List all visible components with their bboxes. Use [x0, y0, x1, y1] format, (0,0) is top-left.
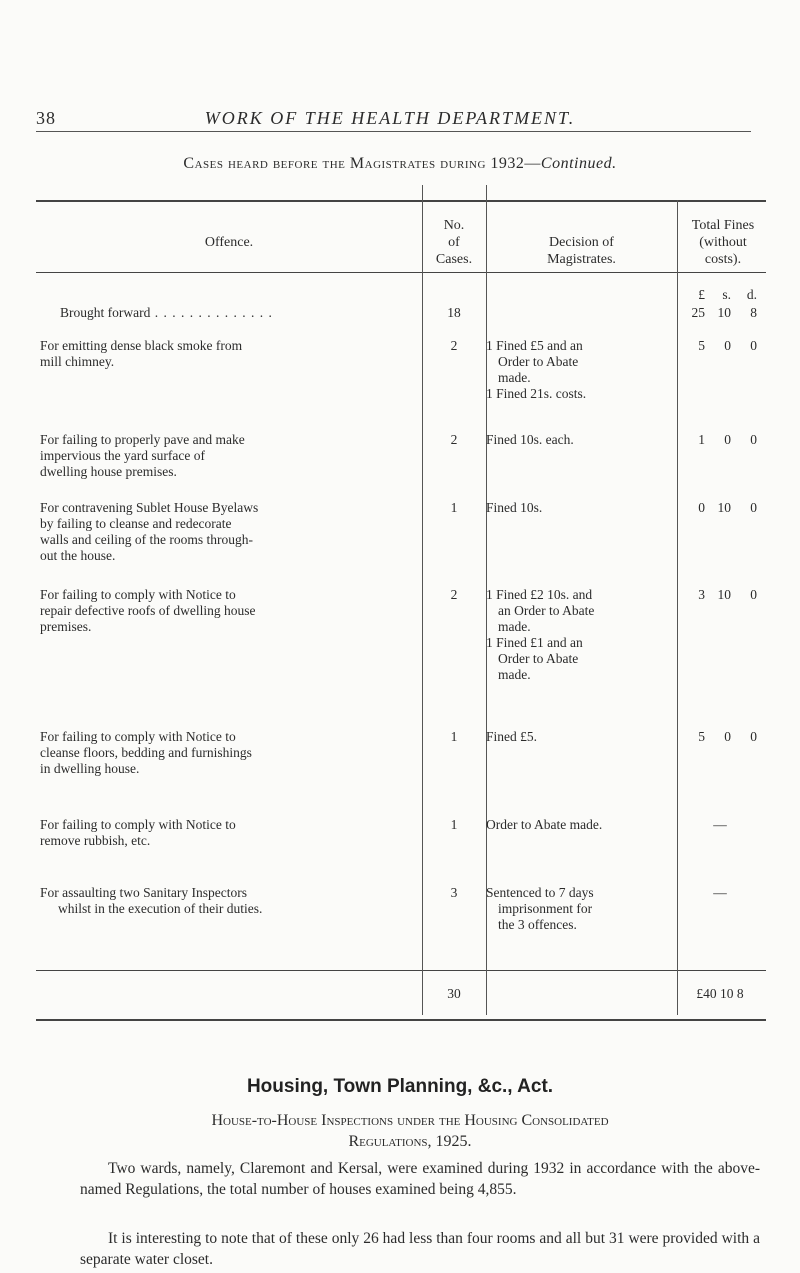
offence-line: impervious the yard surface of — [40, 448, 205, 463]
header-rule — [36, 131, 751, 132]
table-row-cases: 2 — [450, 338, 458, 353]
currency-units — [679, 287, 761, 303]
offence-line: mill chimney. — [40, 354, 115, 369]
table-bottom-rule — [36, 1019, 766, 1021]
decision-line: imprisonment for — [498, 901, 593, 916]
offence-line: For failing to comply with Notice to — [40, 729, 236, 744]
fine-pence: 0 — [750, 338, 757, 353]
fine-shillings: 0 — [724, 432, 731, 447]
decision-line: Order to Abate made. — [486, 817, 603, 832]
table-total-rule — [36, 970, 766, 971]
header-decision — [486, 234, 677, 268]
table-row-decision — [486, 885, 672, 933]
fine-dash: — — [713, 817, 727, 832]
page-number: 38 — [36, 108, 56, 128]
body-paragraph: Two wards, namely, Claremont and Kersal, were examined during 1932 in accordance with the above-named Regulations, the total number of houses examined being 4,855. — [80, 1160, 760, 1198]
table-row-decision — [486, 587, 672, 683]
total-fines: £40 10 8 — [696, 986, 744, 1001]
offence-line: whilst in the execution of their duties. — [58, 901, 263, 916]
table-row-offence — [40, 338, 420, 370]
table-row-fines — [679, 817, 761, 833]
table-row-offence — [40, 817, 420, 849]
offence-line: For failing to comply with Notice to — [40, 587, 236, 602]
body-paragraph: It is interesting to note that of these only 26 had less than four rooms and all but 31 were provided with a separate water closet. — [80, 1230, 760, 1268]
fine-pounds: 5 — [698, 729, 705, 744]
offence-line: For failing to properly pave and make — [40, 432, 245, 447]
fine-shillings: 10 — [717, 500, 731, 515]
running-title: WORK OF THE HEALTH DEPARTMENT. — [204, 108, 576, 128]
section-heading: Housing, Town Planning, &c., Act. — [246, 1076, 554, 1097]
table-row-offence — [40, 432, 420, 480]
table-row-cases: 1 — [450, 729, 458, 744]
decision-line: Fined 10s. each. — [486, 432, 574, 447]
fine-pence: 0 — [750, 587, 757, 602]
brought-forward-text: Brought forward — [60, 305, 151, 320]
fine-pounds: 25 — [691, 305, 705, 320]
fine-pence: 8 — [750, 305, 757, 320]
decision-line: the 3 offences. — [498, 917, 577, 932]
fine-dash: — — [713, 885, 727, 900]
table-title — [0, 155, 800, 173]
offence-line: For assaulting two Sanitary Inspectors — [40, 885, 247, 900]
table-top-rule — [36, 200, 766, 202]
fine-pounds: 3 — [698, 587, 705, 602]
brought-forward-cases: 18 — [447, 305, 461, 320]
decision-line: an Order to Abate — [498, 603, 595, 618]
offence-line: repair defective roofs of dwelling house — [40, 603, 256, 618]
table-title-main: Cases heard before the Magistrates during 1932— — [183, 155, 541, 172]
offence-line: For failing to comply with Notice to — [40, 817, 236, 832]
offence-line: cleanse floors, bedding and furnishings — [40, 745, 252, 760]
fine-shillings: 10 — [717, 305, 731, 320]
offence-line: premises. — [40, 619, 92, 634]
header-offence: Offence. — [204, 235, 254, 250]
table-row-offence — [40, 500, 420, 564]
fine-pence: 0 — [750, 432, 757, 447]
leader-dots: . . . . . . . . . . . . . . — [150, 305, 273, 320]
table-row-fines — [679, 729, 761, 745]
table-row-offence — [40, 885, 420, 917]
table-row-cases: 2 — [450, 432, 458, 447]
table-row-offence — [40, 587, 420, 635]
fine-shillings: 10 — [717, 587, 731, 602]
fine-pounds: 1 — [698, 432, 705, 447]
header-decision-line: Decision of — [549, 235, 614, 250]
table-row-fines — [679, 587, 761, 603]
table-row-decision — [486, 338, 672, 402]
table-row-fines — [679, 885, 761, 901]
header-fines — [677, 217, 769, 268]
unit-shillings: s. — [722, 287, 731, 302]
offence-line: by failing to cleanse and redecorate — [40, 516, 232, 531]
table-row-offence — [40, 729, 420, 777]
decision-line: 1 Fined £5 and an — [486, 338, 583, 353]
offence-line: For contravening Sublet House Byelaws — [40, 500, 259, 515]
brought-forward-fines — [679, 305, 761, 321]
fine-shillings: 0 — [724, 729, 731, 744]
decision-line: Sentenced to 7 days — [486, 885, 594, 900]
header-cases-line: No. — [443, 218, 465, 233]
decision-line: made. — [498, 619, 531, 634]
decision-line: Fined £5. — [486, 729, 538, 744]
column-divider-3 — [677, 200, 678, 1015]
unit-pounds: £ — [698, 287, 705, 302]
table-row-cases: 1 — [450, 500, 458, 515]
table-row-cases: 3 — [450, 885, 458, 900]
offence-line: dwelling house premises. — [40, 464, 177, 479]
header-cases — [422, 217, 486, 268]
offence-line: out the house. — [40, 548, 116, 563]
table-row-decision — [486, 729, 672, 745]
header-decision-line: Magistrates. — [547, 252, 616, 267]
offence-line: remove rubbish, etc. — [40, 833, 151, 848]
running-header — [36, 98, 744, 138]
offence-line: in dwelling house. — [40, 761, 140, 776]
header-cases-line: Cases. — [435, 252, 473, 267]
table-row-cases: 1 — [450, 817, 458, 832]
table-title-continued: Continued. — [540, 155, 617, 172]
fine-shillings: 0 — [724, 338, 731, 353]
subheading-line: Regulations, 1925. — [348, 1133, 472, 1150]
table-row-fines — [679, 500, 761, 516]
header-fines-line: costs). — [704, 252, 742, 267]
fine-pounds: 0 — [698, 500, 705, 515]
decision-line: made. — [498, 667, 531, 682]
header-cases-line: of — [448, 235, 460, 250]
offence-line: walls and ceiling of the rooms through- — [40, 532, 253, 547]
decision-line: made. — [498, 370, 531, 385]
section-subheading — [90, 1110, 730, 1152]
decision-line: 1 Fined £2 10s. and — [486, 587, 593, 602]
header-fines-line: Total Fines — [691, 218, 755, 233]
offence-line: For emitting dense black smoke from — [40, 338, 243, 353]
subheading-line: House-to-House Inspections under the Housing Consolidated — [211, 1112, 609, 1129]
table-row-fines — [679, 432, 761, 448]
header-fines-line: (without — [699, 235, 747, 250]
table-row-cases: 2 — [450, 587, 458, 602]
table-row-decision — [486, 817, 672, 833]
table-row-decision — [486, 432, 672, 448]
fine-pence: 0 — [750, 729, 757, 744]
unit-pence: d. — [746, 287, 757, 302]
decision-line: 1 Fined £1 and an — [486, 635, 583, 650]
table-row-decision — [486, 500, 672, 516]
brought-forward-label — [60, 305, 440, 321]
fine-pence: 0 — [750, 500, 757, 515]
decision-line: Fined 10s. — [486, 500, 543, 515]
table-header-rule — [36, 272, 766, 273]
decision-line: Order to Abate — [498, 651, 579, 666]
total-cases: 30 — [447, 986, 461, 1001]
decision-line: Order to Abate — [498, 354, 579, 369]
decision-line: 1 Fined 21s. costs. — [486, 386, 587, 401]
fine-pounds: 5 — [698, 338, 705, 353]
table-row-fines — [679, 338, 761, 354]
